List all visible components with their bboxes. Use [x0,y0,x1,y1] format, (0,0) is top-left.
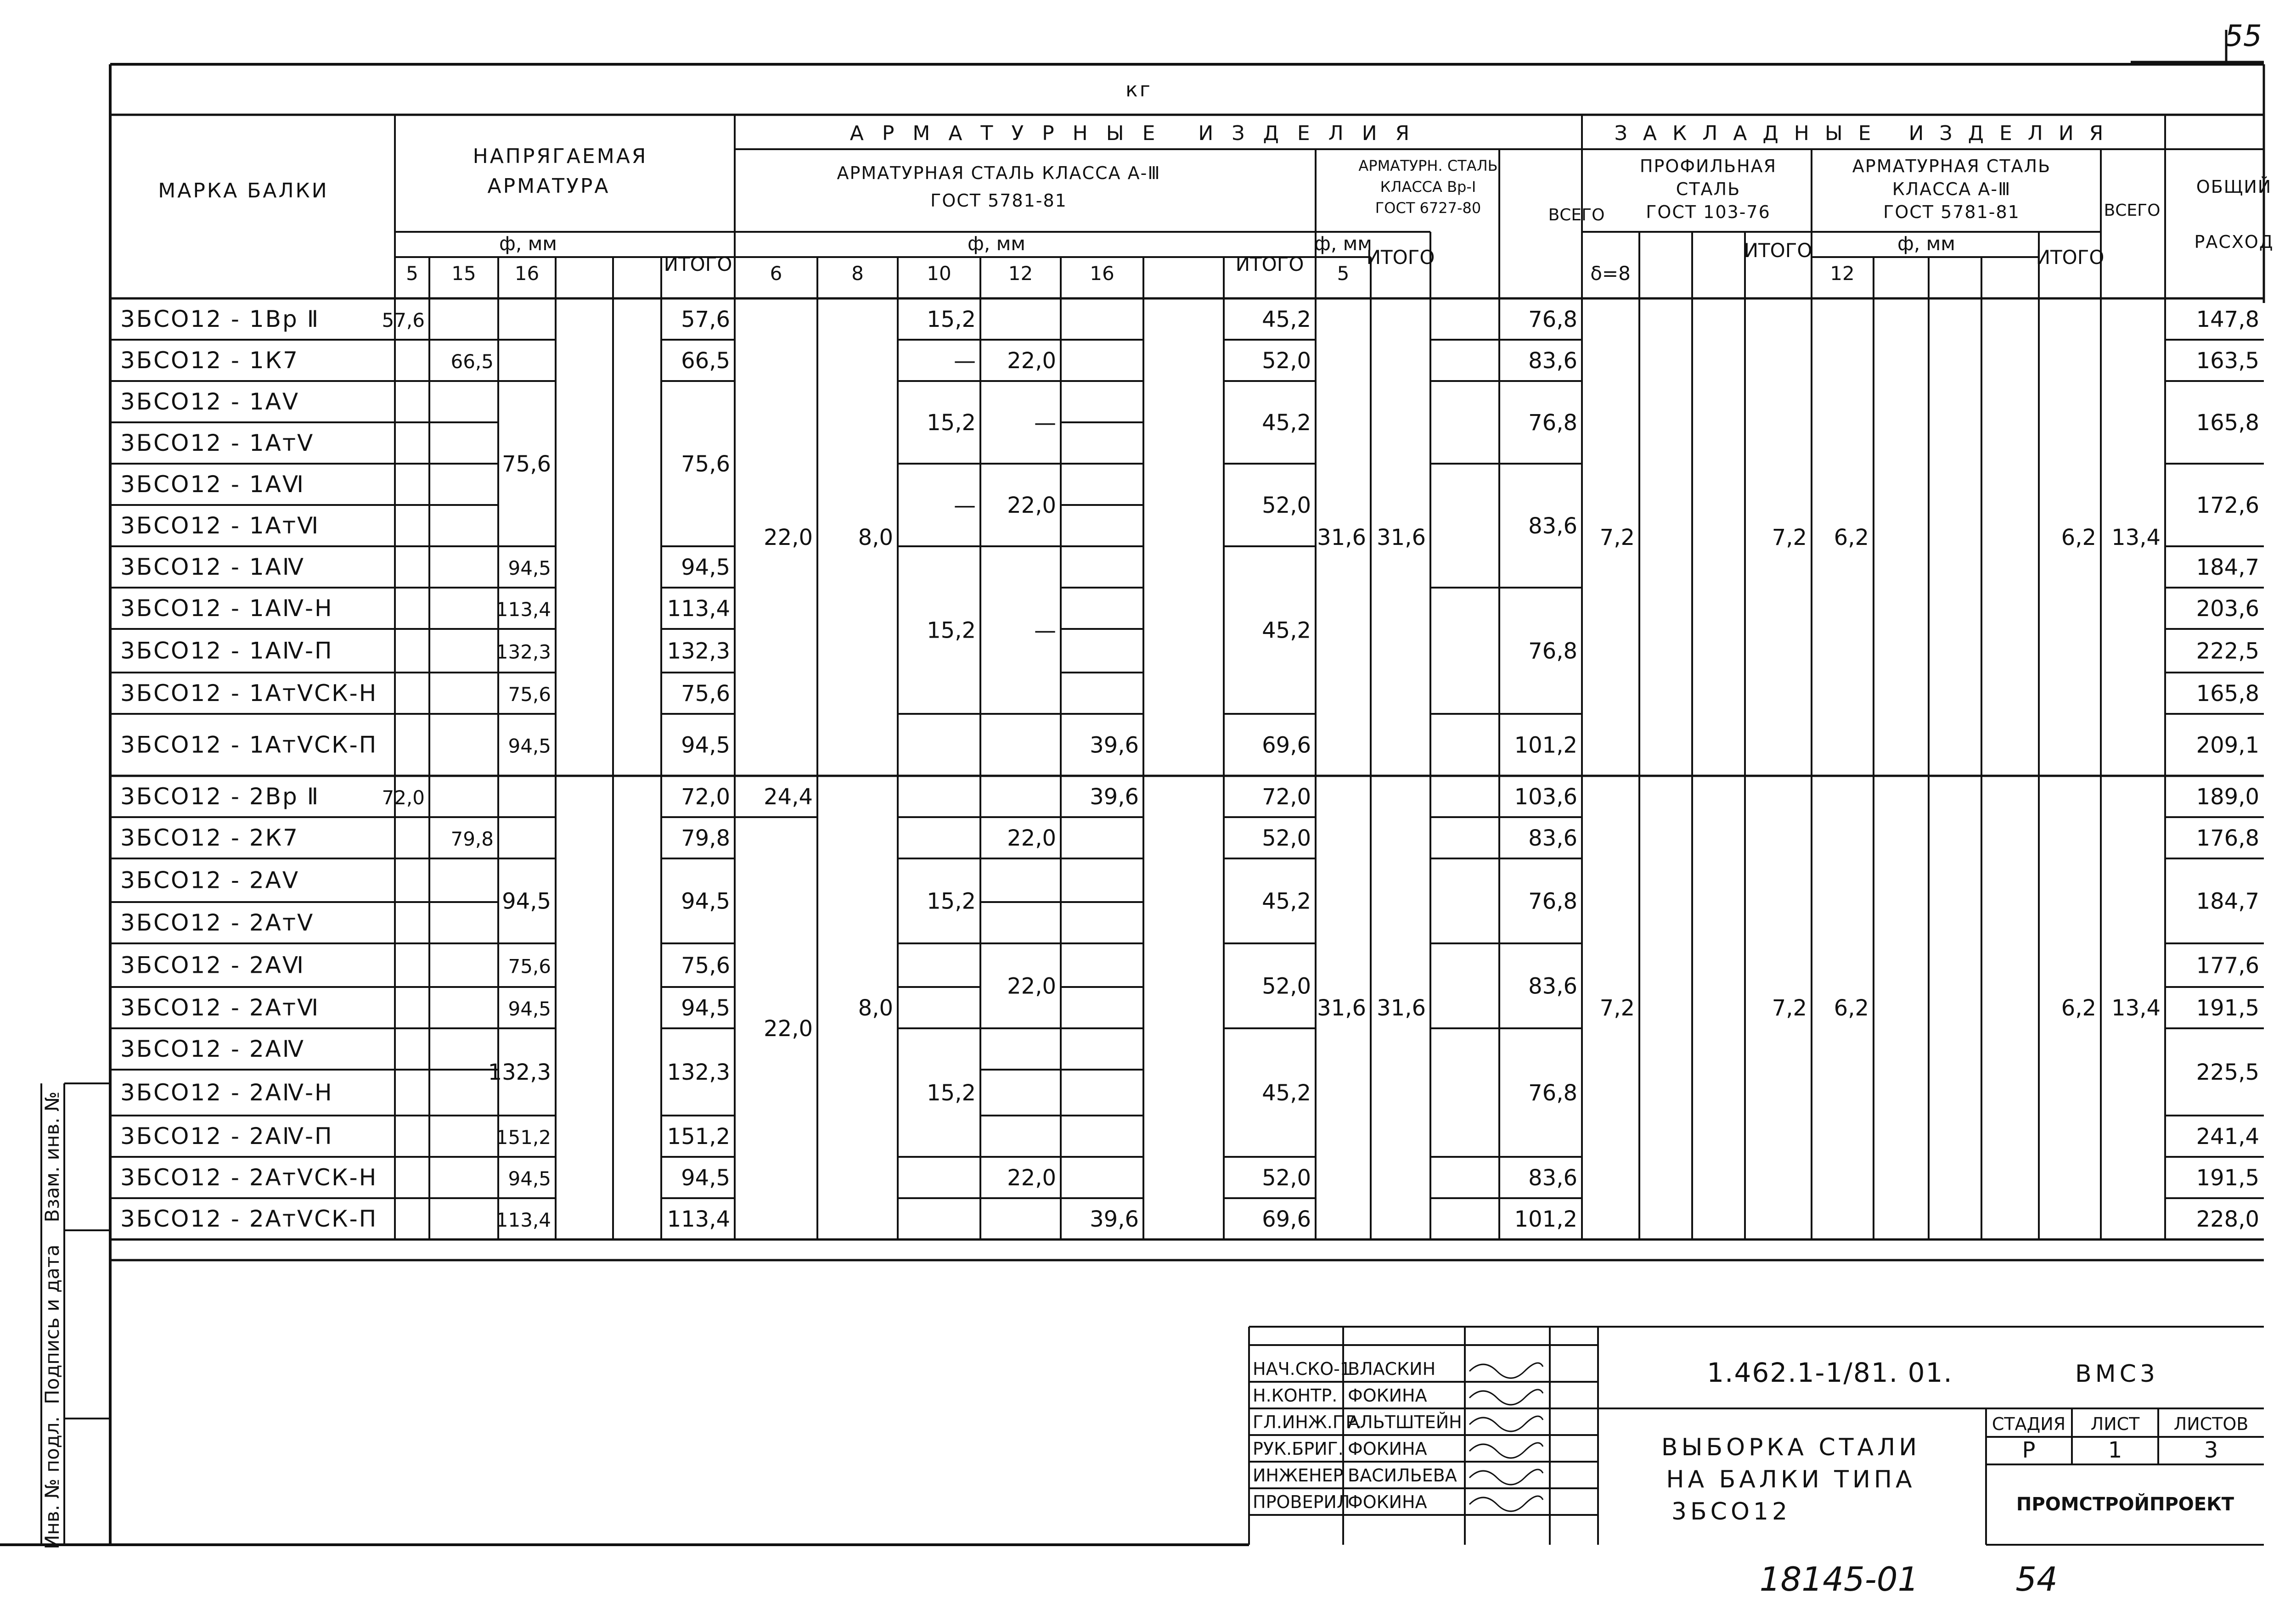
diameter-prestressed-16: 16 [514,262,540,285]
table-grid [110,115,2264,1239]
header-profile-steel-2: СТАЛЬ [1676,179,1741,199]
merged-cell-e12: 6,2 [1834,995,1869,1021]
merged-cell-a6: 22,0 [764,525,813,550]
merged-cell-b_itogo: 31,6 [1377,525,1426,550]
diameter-embedded-12: 12 [1830,262,1855,285]
cell-a_itogo: 72,0 [1262,784,1311,810]
table-row-mark: 3БСО12 - 1АⅣ-Н [120,595,333,622]
stage-label: СТАДИЯ [1992,1414,2066,1434]
merged-cell-a_itogo: 45,2 [1262,888,1311,914]
cell-vsego: 83,6 [1528,825,1577,851]
header-prestressed-1: НАПРЯГАЕМАЯ [473,145,648,168]
cell-p16: 94,5 [508,735,551,757]
merged-cell-p16: 75,6 [502,451,551,477]
table-row-mark: 3БСО12 - 1АтⅤ [120,430,315,456]
cell-p16: 132,3 [495,640,551,663]
cell-p16: 94,5 [508,557,551,579]
cell-total: 184,7 [2196,555,2259,580]
header-profile-steel-3: ГОСТ 103-76 [1646,202,1771,222]
cell-vsego: 76,8 [1528,307,1577,332]
merged-cell-e_prof: 7,2 [1599,995,1635,1021]
header-profile-steel-1: ПРОФИЛЬНАЯ [1639,156,1777,176]
merged-cell-total: 184,7 [2196,888,2259,914]
cell-p_itogo: 151,2 [667,1124,730,1150]
itogo-label-prestressed: ИТОГО [664,253,732,275]
cell-p5: 57,6 [382,309,425,331]
merged-cell-a10: 15,2 [927,1080,976,1106]
cell-total: 241,4 [2196,1124,2259,1150]
itogo-label-embedded-a3: ИТОГО [2036,246,2105,269]
merged-cell-vsego: 76,8 [1528,410,1577,436]
header-vsego-2: ВСЕГО [2104,201,2161,220]
table-row-mark: 3БСО12 - 2АтⅤ [120,909,315,936]
itogo-label-profile: ИТОГО [1744,239,1812,262]
signature-name: ФОКИНА [1348,1439,1427,1459]
cell-vsego: 83,6 [1528,1165,1577,1191]
merged-cell-e_vsego: 13,4 [2111,995,2161,1021]
signature-role: РУК.БРИГ. [1253,1439,1344,1459]
signature-role: ПРОВЕРИЛ [1253,1492,1350,1512]
merged-cell-vsego: 83,6 [1528,513,1577,539]
handwritten-signature [1469,1496,1543,1511]
cell-p_itogo: 113,4 [667,1206,730,1232]
itogo-label-rebar-bp1: ИТОГО [1366,246,1435,269]
cell-p16: 94,5 [508,1167,551,1190]
merged-cell-a_itogo: 52,0 [1262,973,1311,999]
cell-p16: 113,4 [495,598,551,621]
merged-cell-e_vsego: 13,4 [2111,525,2161,550]
diameter-rebar-a3-10: 10 [927,262,951,285]
header-total-consumption-1: ОБЩИЙ [2196,177,2272,197]
cell-p16: 113,4 [495,1209,551,1231]
cell-total: 163,5 [2196,348,2259,374]
cell-p_itogo: 94,5 [681,1165,730,1191]
table-row-mark: 3БСО12 - 1АⅣ-П [120,637,333,664]
table-row-mark: 3БСО12 - 2К7 [120,824,299,851]
cell-p_itogo: 75,6 [681,953,730,979]
cell-a10: 15,2 [927,307,976,332]
merged-cell-total: 225,5 [2196,1060,2259,1085]
cell-vsego: 101,2 [1514,732,1577,758]
unit-label: кг [1125,78,1152,101]
merged-cell-a_itogo: 45,2 [1262,410,1311,436]
merged-cell-a12: — [1034,617,1056,644]
merged-cell-a10: — [954,493,976,518]
cell-a_itogo: 69,6 [1262,1206,1311,1232]
table-row-mark: 3БСО12 - 2АⅣ [120,1036,305,1062]
merged-cell-e_a_itogo: 6,2 [2061,995,2096,1021]
title-line-3: 3БСО12 [1671,1498,1791,1525]
cell-a_itogo: 52,0 [1262,825,1311,851]
signature-name: ВЛАСКИН [1348,1359,1436,1379]
merged-cell-a10: 15,2 [927,888,976,914]
table-row-mark: 3БСО12 - 1АтⅤСК-Н [120,680,378,707]
merged-cell-vsego: 76,8 [1528,1080,1577,1106]
signature-role: Н.КОНТР. [1253,1385,1338,1406]
handwritten-signature [1469,1469,1543,1485]
title-line-2: НА БАЛКИ ТИПА [1666,1466,1916,1493]
cell-p_itogo: 94,5 [681,995,730,1021]
merged-cell-a_itogo: 52,0 [1262,493,1311,518]
delta-label: δ=8 [1590,262,1631,285]
cell-total: 176,8 [2196,825,2259,851]
merged-cell-b5: 31,6 [1317,525,1366,550]
merged-cell-a12: — [1034,410,1056,436]
merged-cell-p16: 132,3 [488,1060,551,1085]
side-stamp-signature-date: Подпись и дата [41,1245,63,1404]
merged-cell-e_a_itogo: 6,2 [2061,525,2096,550]
stage-value: Р [2022,1437,2036,1463]
table-row-mark: 3БСО12 - 2АⅣ-П [120,1123,333,1150]
diam-label-rebar-bp1: ф, мм [1314,232,1372,255]
cell-p_itogo: 132,3 [667,638,730,664]
cell-a16: 39,6 [1090,1206,1139,1232]
merged-cell-a12: 22,0 [1007,973,1056,999]
signature-role: ГЛ.ИНЖ.ПР. [1253,1412,1362,1432]
cell-total: 165,8 [2196,681,2259,707]
merged-cell-p_itogo: 75,6 [681,451,730,477]
merged-cell-vsego: 83,6 [1528,973,1577,999]
cell-total: 177,6 [2196,953,2259,979]
handwritten-signature [1469,1416,1543,1431]
table-row-mark: 3БСО12 - 1АⅤ [120,388,300,415]
cell-p_itogo: 113,4 [667,596,730,622]
itogo-label-rebar-a3: ИТОГО [1235,253,1304,275]
merged-cell-e12: 6,2 [1834,525,1869,550]
table-row-mark: 3БСО12 - 1АⅥ [120,471,305,498]
header-rebar-bp1-3: ГОСТ 6727-80 [1375,199,1481,217]
merged-cell-a12: 22,0 [1007,493,1056,518]
cell-a_itogo: 52,0 [1262,1165,1311,1191]
merged-cell-e_itogo: 7,2 [1772,525,1807,550]
table-row-mark: 3БСО12 - 1К7 [120,347,299,374]
merged-cell-a10: 15,2 [927,410,976,436]
cell-p16: 75,6 [508,683,551,706]
merged-cell-b5: 31,6 [1317,995,1366,1021]
header-vsego: ВСЕГО [1548,206,1605,224]
merged-cell-a6: 22,0 [764,1016,813,1042]
table-row-mark: 3БСО12 - 2АтⅤСК-П [120,1206,378,1232]
cell-vsego: 103,6 [1514,784,1577,810]
page-number: 55 [2224,19,2262,53]
diameter-prestressed-15: 15 [451,262,476,285]
signature-name: АЛЬТШТЕЙН [1348,1412,1462,1432]
handwritten-signature [1469,1390,1543,1405]
diam-label-prestressed: ф, мм [499,232,557,255]
signature-role: ИНЖЕНЕР [1253,1465,1344,1486]
table-row-mark: 3БСО12 - 2АⅥ [120,952,305,979]
diameter-rebar-a3-8: 8 [851,262,864,285]
merged-cell-total: 172,6 [2196,493,2259,518]
cell-total: 191,5 [2196,1165,2259,1191]
signature-role: НАЧ.СКО-1 [1253,1359,1351,1379]
header-total-consumption-2: РАСХОД [2194,232,2274,252]
header-embedded-a3-1: АРМАТУРНАЯ СТАЛЬ [1852,156,2051,176]
footer-archive-number: 18145-01 [1759,1560,1919,1598]
cell-vsego: 83,6 [1528,348,1577,374]
cell-a_itogo: 69,6 [1262,732,1311,758]
table-row-mark: 3БСО12 - 1Bр Ⅱ [120,306,320,332]
header-reinforcing-products: АРМАТУРНЫЕ ИЗДЕЛИЯ [850,122,1428,145]
header-rebar-a3-1: АРМАТУРНАЯ СТАЛЬ КЛАССА А-Ⅲ [837,163,1161,183]
header-embedded-products: ЗАКЛАДНЫЕ ИЗДЕЛИЯ [1614,122,2119,145]
sheet-label: ЛИСТ [2090,1414,2140,1434]
diameter-rebar-a3-12: 12 [1008,262,1033,285]
cell-a16: 39,6 [1090,732,1139,758]
diam-label-rebar-a3: ф, мм [968,232,1025,255]
cell-total: 189,0 [2196,784,2259,810]
cell-p5: 72,0 [382,786,425,809]
header-rebar-bp1-1: АРМАТУРН. СТАЛЬ [1358,157,1498,174]
merged-cell-a8: 8,0 [858,995,893,1021]
handwritten-signature [1469,1363,1543,1378]
cell-p16: 94,5 [508,998,551,1020]
table-row-mark: 3БСО12 - 1АтⅤСК-П [120,731,378,758]
diameter-rebar-a3-6: 6 [770,262,782,285]
merged-cell-p_itogo: 132,3 [667,1060,730,1085]
merged-cell-total: 165,8 [2196,410,2259,436]
cell-total: 147,8 [2196,307,2259,332]
merged-cell-a8: 8,0 [858,525,893,550]
cell-vsego: 101,2 [1514,1206,1577,1232]
cell-a12: 22,0 [1007,1165,1056,1191]
handwritten-signature [1469,1443,1543,1458]
diam-label-embedded: ф, мм [1897,232,1955,255]
merged-cell-a_itogo: 45,2 [1262,1080,1311,1106]
header-rebar-bp1-2: КЛАССА Вр-Ⅰ [1380,178,1476,196]
cell-total: 191,5 [2196,995,2259,1021]
table-row-mark: 3БСО12 - 2АⅤ [120,867,300,894]
merged-cell-a6: 24,4 [764,784,813,810]
cell-a10: — [954,348,976,374]
cell-a16: 39,6 [1090,784,1139,810]
side-stamp-replace-inv: Взам. инв. № [41,1091,63,1222]
sheets-value: 3 [2204,1437,2218,1463]
cell-p16: 151,2 [495,1126,551,1149]
merged-cell-p16: 94,5 [502,888,551,914]
cell-a12: 22,0 [1007,825,1056,851]
cell-p15: 79,8 [450,828,494,850]
merged-cell-e_itogo: 7,2 [1772,995,1807,1021]
cell-p_itogo: 72,0 [681,784,730,810]
side-stamp-inv-no: Инв. № подл. [41,1416,63,1549]
table-row-mark: 3БСО12 - 2АⅣ-Н [120,1079,333,1106]
title-line-1: ВЫБОРКА СТАЛИ [1661,1434,1921,1461]
cell-a12: 22,0 [1007,348,1056,374]
cell-p_itogo: 79,8 [681,825,730,851]
table-row-mark: 3БСО12 - 1АⅣ [120,554,305,580]
merged-cell-p_itogo: 94,5 [681,888,730,914]
cell-p_itogo: 94,5 [681,555,730,580]
cell-p_itogo: 75,6 [681,681,730,707]
table-row-mark: 3БСО12 - 2АтⅤСК-Н [120,1164,378,1191]
merged-cell-e_prof: 7,2 [1599,525,1635,550]
cell-total: 209,1 [2196,732,2259,758]
cell-p_itogo: 57,6 [681,307,730,332]
cell-total: 228,0 [2196,1206,2259,1232]
table-body [120,306,2259,1232]
merged-cell-a_itogo: 45,2 [1262,617,1311,644]
cell-p15: 66,5 [450,350,494,373]
cell-a_itogo: 45,2 [1262,307,1311,332]
signature-name: ВАСИЛЬЕВА [1348,1465,1457,1486]
table-row-mark: 3БСО12 - 2АтⅥ [120,994,320,1021]
cell-p16: 75,6 [508,955,551,978]
diameter-prestressed-5: 5 [406,262,418,285]
signature-name: ФОКИНА [1348,1385,1427,1406]
merged-cell-vsego: 76,8 [1528,888,1577,914]
cell-total: 203,6 [2196,596,2259,622]
sheet-code: ВМС3 [2075,1360,2159,1388]
header-embedded-a3-2: КЛАССА А-Ⅲ [1892,179,2011,199]
cell-total: 222,5 [2196,638,2259,664]
sheets-label: ЛИСТОВ [2173,1414,2249,1434]
footer-page: 54 [2015,1560,2058,1598]
header-rebar-a3-2: ГОСТ 5781-81 [930,191,1067,211]
organization: ПРОМСТРОЙПРОЕКТ [2016,1494,2234,1515]
diameter-rebar-bp1-5: 5 [1337,262,1350,285]
header-prestressed-2: АРМАТУРА [487,174,610,198]
table-row-mark: 3БСО12 - 1АтⅥ [120,512,320,539]
diameter-rebar-a3-16: 16 [1090,262,1114,285]
signature-name: ФОКИНА [1348,1492,1427,1512]
header-mark: МАРКА БАЛКИ [158,179,329,202]
merged-cell-vsego: 76,8 [1528,638,1577,664]
merged-cell-b_itogo: 31,6 [1377,995,1426,1021]
sheet-value: 1 [2108,1437,2122,1463]
cell-p_itogo: 94,5 [681,732,730,758]
cell-p_itogo: 66,5 [681,348,730,374]
table-row-mark: 3БСО12 - 2Bр Ⅱ [120,783,320,810]
doc-number: 1.462.1-1/81. 01. [1707,1357,1953,1388]
header-embedded-a3-3: ГОСТ 5781-81 [1883,202,2020,222]
merged-cell-a10: 15,2 [927,617,976,644]
cell-a_itogo: 52,0 [1262,348,1311,374]
